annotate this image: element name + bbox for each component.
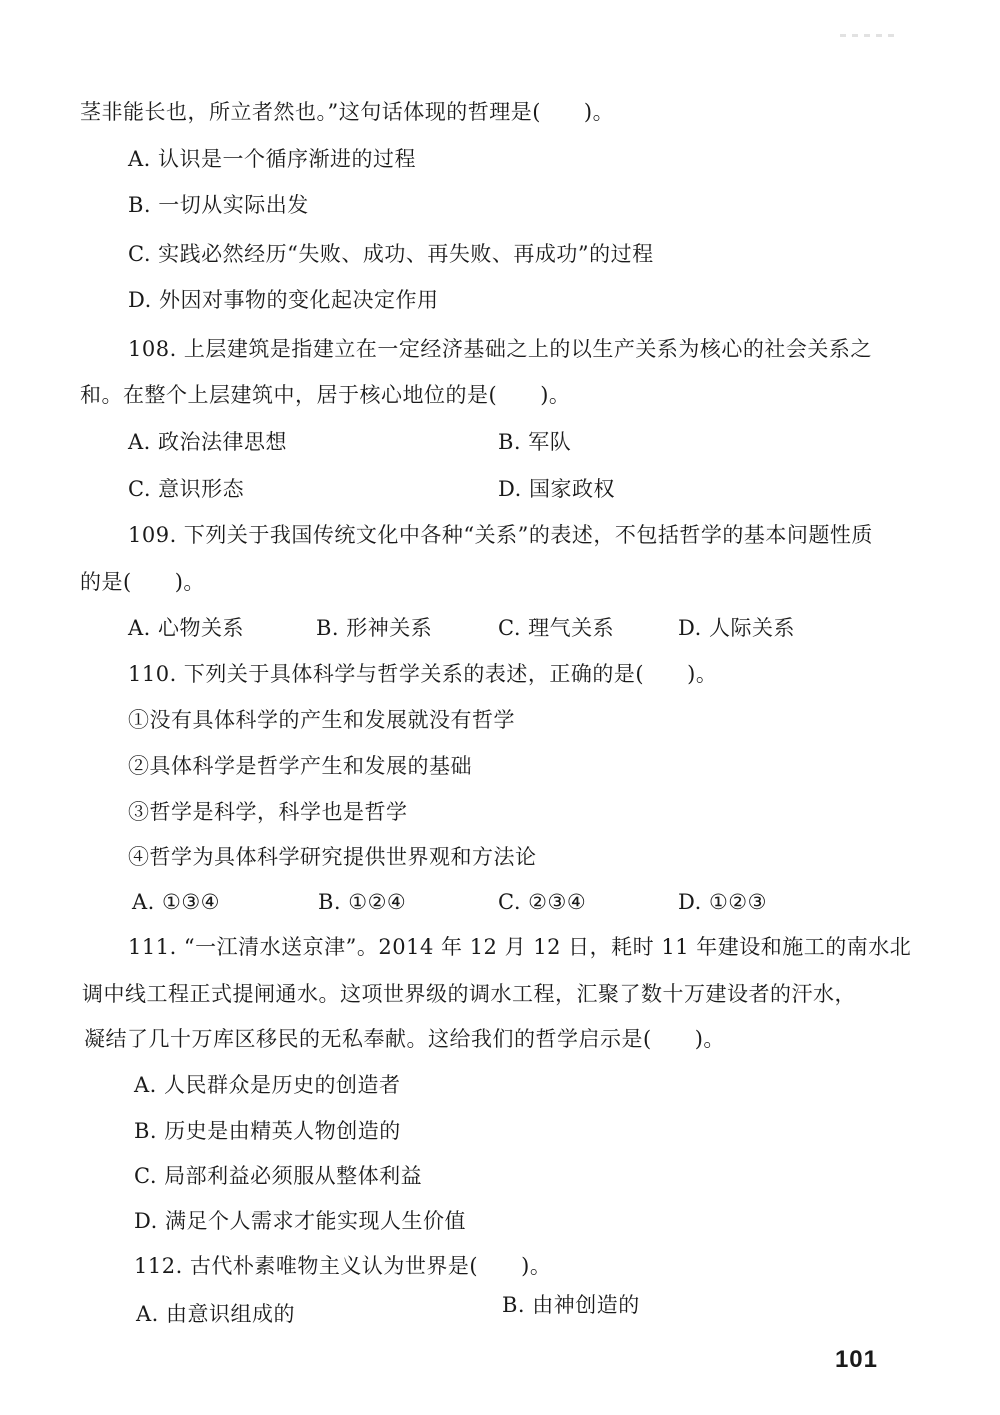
q111-stem-line2: 调中线工程正式提闸通水。这项世界级的调水工程，汇聚了数十万建设者的汗水， bbox=[82, 982, 856, 1006]
q110-statement-3: ③哲学是科学，科学也是哲学 bbox=[128, 800, 408, 824]
page-number: 101 bbox=[834, 1346, 878, 1373]
q107-option-a: A. 认识是一个循序渐进的过程 bbox=[128, 147, 417, 171]
q112-option-a: A. 由意识组成的 bbox=[136, 1302, 296, 1326]
q107-option-d: D. 外因对事物的变化起决定作用 bbox=[128, 288, 439, 312]
q109-option-c: C. 理气关系 bbox=[498, 616, 615, 640]
q108-option-c: C. 意识形态 bbox=[128, 477, 245, 501]
q110-statement-1: ①没有具体科学的产生和发展就没有哲学 bbox=[128, 708, 515, 732]
q107-option-c: C. 实践必然经历“失败、成功、再失败、再成功”的过程 bbox=[128, 242, 654, 266]
scan-artifact bbox=[840, 34, 900, 37]
q112-option-b: B. 由神创造的 bbox=[502, 1293, 640, 1317]
q108-option-a: A. 政治法律思想 bbox=[128, 430, 288, 454]
q110-option-b: B. ①②④ bbox=[318, 890, 407, 914]
q107-stem-end: 茎非能长也，所立者然也。”这句话体现的哲理是( )。 bbox=[80, 100, 615, 124]
q110-option-c: C. ②③④ bbox=[498, 890, 587, 914]
q109-stem-line1: 109. 下列关于我国传统文化中各种“关系”的表述，不包括哲学的基本问题性质 bbox=[128, 523, 873, 547]
q110-option-d: D. ①②③ bbox=[678, 890, 767, 914]
q112-stem: 112. 古代朴素唯物主义认为世界是( )。 bbox=[134, 1254, 552, 1278]
q111-option-b: B. 历史是由精英人物创造的 bbox=[134, 1119, 401, 1143]
q109-option-d: D. 人际关系 bbox=[678, 616, 795, 640]
q110-option-a: A. ①③④ bbox=[132, 890, 220, 914]
q109-option-b: B. 形神关系 bbox=[316, 616, 433, 640]
q107-option-b: B. 一切从实际出发 bbox=[128, 193, 309, 217]
q110-statement-2: ②具体科学是哲学产生和发展的基础 bbox=[128, 754, 472, 778]
q111-stem-line1: 111. “一江清水送京津”。2014 年 12 月 12 日，耗时 11 年建设和施工的南水北 bbox=[128, 935, 912, 959]
q110-stem: 110. 下列关于具体科学与哲学关系的表述，正确的是( )。 bbox=[128, 662, 718, 686]
q110-statement-4: ④哲学为具体科学研究提供世界观和方法论 bbox=[128, 845, 537, 869]
q108-option-b: B. 军队 bbox=[498, 430, 572, 454]
q111-option-c: C. 局部利益必须服从整体利益 bbox=[134, 1164, 423, 1188]
q111-option-d: D. 满足个人需求才能实现人生价值 bbox=[134, 1209, 466, 1233]
q108-stem-line1: 108. 上层建筑是指建立在一定经济基础之上的以生产关系为核心的社会关系之 bbox=[128, 337, 872, 361]
q108-stem-line2: 和。在整个上层建筑中，居于核心地位的是( )。 bbox=[80, 383, 571, 407]
q108-option-d: D. 国家政权 bbox=[498, 477, 615, 501]
q109-stem-line2: 的是( )。 bbox=[80, 570, 205, 594]
q111-option-a: A. 人民群众是历史的创造者 bbox=[134, 1073, 401, 1097]
q111-stem-line3: 凝结了几十万库区移民的无私奉献。这给我们的哲学启示是( )。 bbox=[84, 1027, 725, 1051]
q109-option-a: A. 心物关系 bbox=[128, 616, 245, 640]
